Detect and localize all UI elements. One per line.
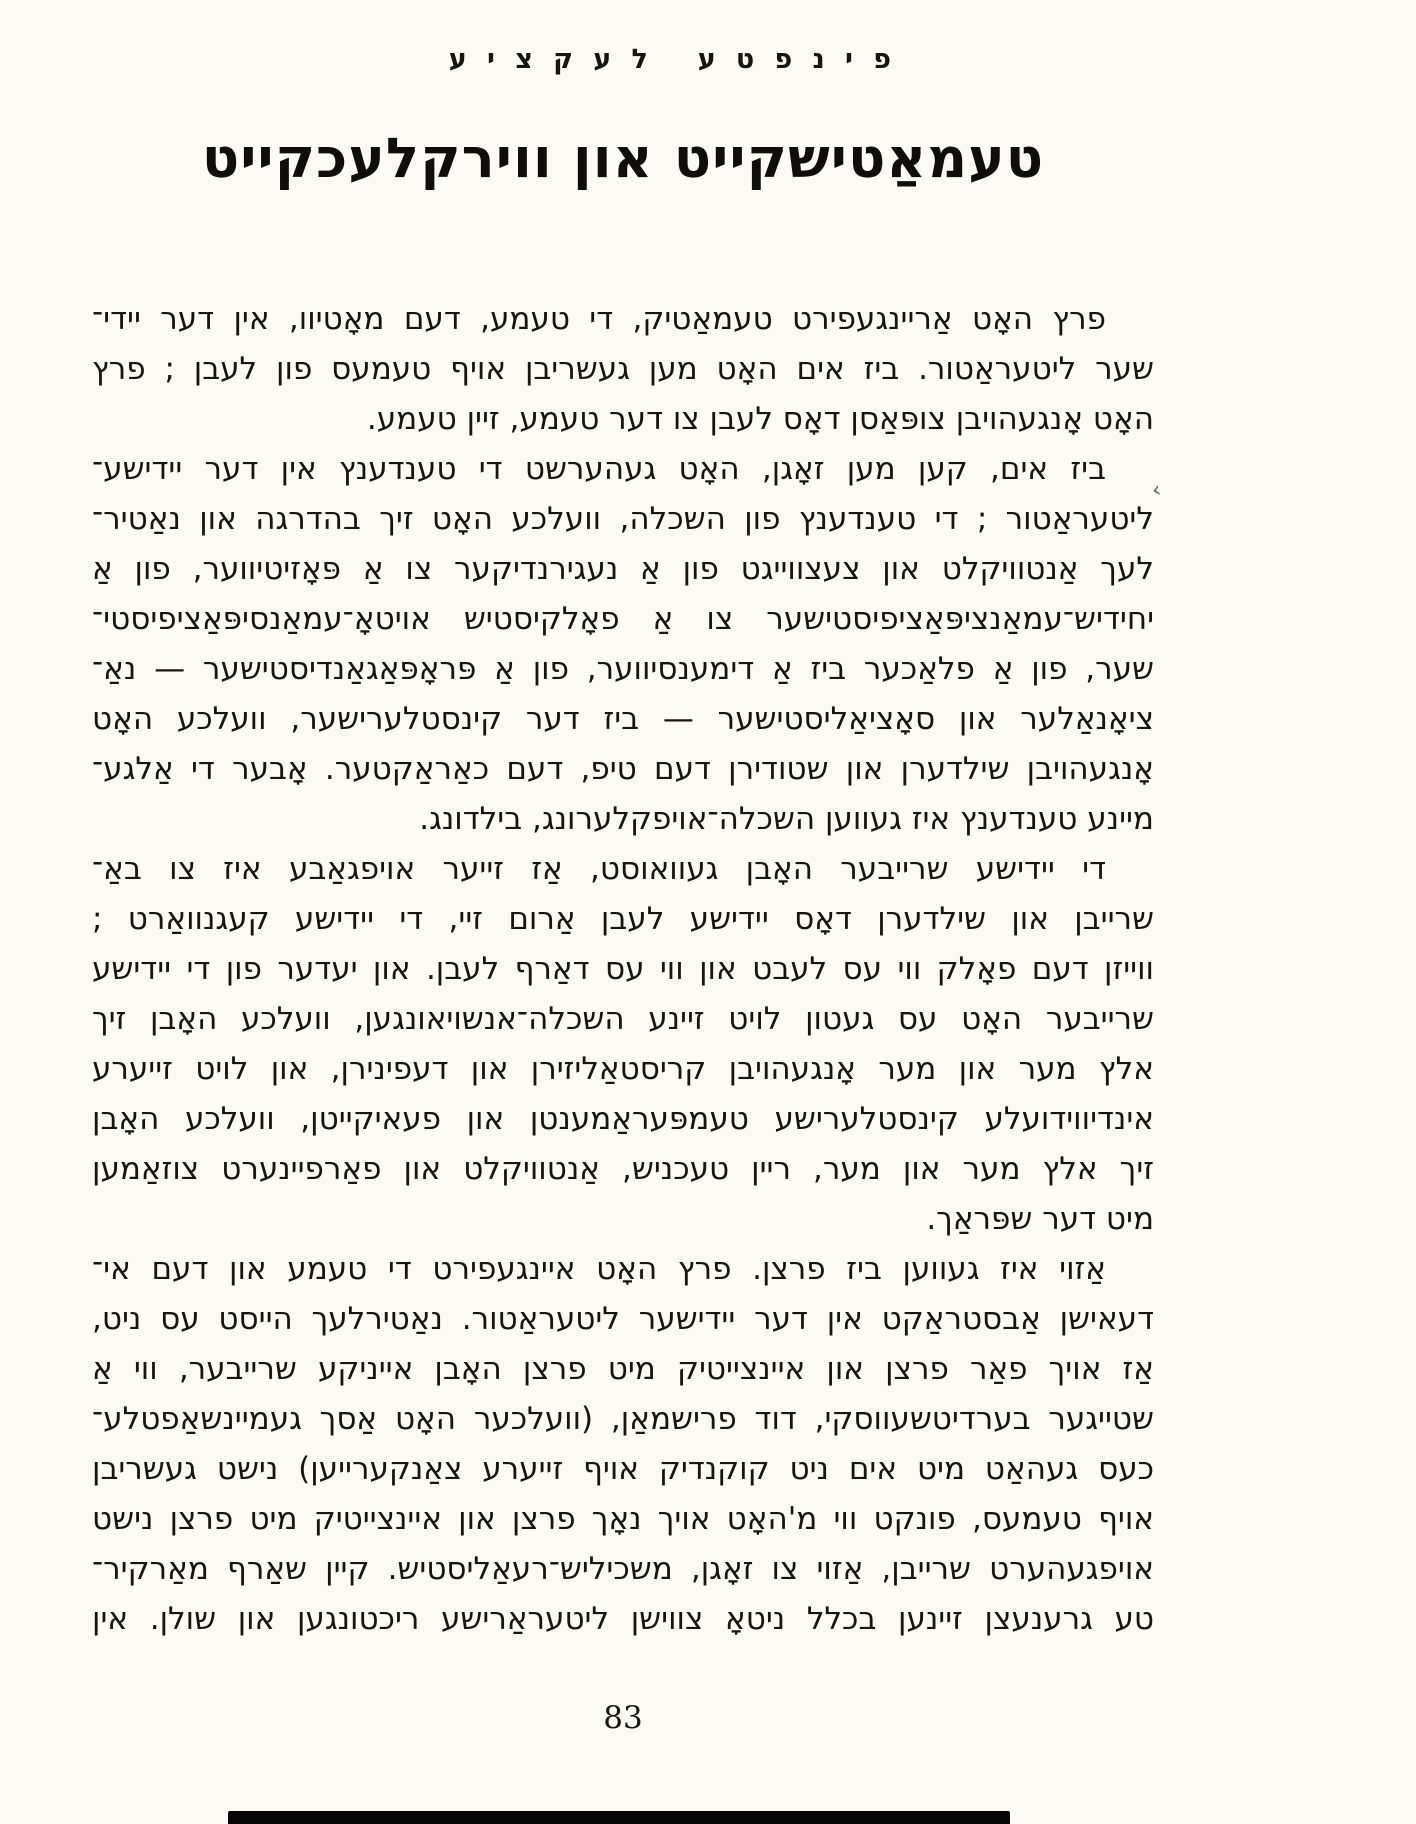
text-line: ביז אים, קען מען זאָגן, האָט געהערשט די טענדענץ אין דער יידישע־ bbox=[92, 451, 1106, 487]
text-line: שער, פון אַ פלאַכער ביז אַ דימענסיווער, פון אַ פּראָפּאַגאַנדיסטישער — נאַ־ bbox=[92, 651, 1154, 687]
page-number: 83 bbox=[603, 1700, 643, 1736]
text-line: פרץ האָט אַריינגעפירט טעמאַטיק, די טעמע, דעם מאָטיוו, אין דער יידי־ bbox=[92, 301, 1106, 337]
text-line: אַזוי איז געווען ביז פרצן. פרץ האָט איינגעפירט די טעמע און דעם אי־ bbox=[92, 1251, 1106, 1287]
text-line: ווייזן דעם פאָלק ווי עס לעבט און ווי עס דאַרף לעבן. און יעדער פון די יידישע bbox=[92, 951, 1154, 987]
text-line: זיך אלץ מער און מער, ריין טעכניש, אַנטוויקלט און פאַרפיינערט צוזאַמען bbox=[92, 1151, 1154, 1187]
text-line: מיינע טענדענץ איז געווען השכלה־אויפקלערונג, בילדונג. bbox=[419, 801, 1154, 837]
text-line: שער ליטעראַטור. ביז אים האָט מען געשריבן אויף טעמעס פון לעבן ; פרץ bbox=[92, 351, 1154, 387]
text-line: טע גרענעצן זיינען בכלל ניטאָ צווישן ליטעראַרישע ריכטונגען און שולן. אין bbox=[92, 1601, 1154, 1637]
text-line: כעס געהאַט מיט אים ניט קוקנדיק אויף זייערע צאַנקערייען) נישט געשריבן bbox=[92, 1451, 1154, 1487]
text-line: אַז אויך פאַר פרצן און איינצייטיק מיט פרצן האָבן אייניקע שרייבער, ווי אַ bbox=[92, 1351, 1154, 1387]
text-line: אלץ מער און מער אָנגעהויבן קריסטאַליזירן און דעפינירן, און לויט זייערע bbox=[92, 1051, 1154, 1087]
margin-mark: ‹ bbox=[1149, 477, 1164, 504]
text-line: אויפגעהערט שרייבן, אַזוי צו זאָגן, משכיליש־רעאַליסטיש. קיין שאַרף מאַרקיר־ bbox=[92, 1551, 1154, 1587]
text-line: אָנגעהויבן שילדערן און שטודירן דעם טיפ, דעם כאַראַקטער. אָבער די אַלגע־ bbox=[92, 751, 1154, 787]
text-line: שטייגער בערדיטשעווסקי, דוד פרישמאַן, (וועלכער האָט אַסך געמיינשאַפטלע־ bbox=[92, 1401, 1154, 1437]
lecture-number-header: פינפטע לעקציע bbox=[448, 44, 912, 75]
text-line: האָט אָנגעהויבן צופּאַסן דאָס לעבן צו דער טעמע, זיין טעמע. bbox=[366, 401, 1154, 437]
scan-artifact-bar bbox=[228, 1811, 1010, 1824]
text-line: אויף טעמעס, פונקט ווי מ'האָט אויך נאָך פרצן און איינצייטיק מיט פרצן נישט bbox=[92, 1501, 1154, 1537]
text-line: לעך אַנטוויקלט און צעצווייגט פון אַ נעגירנדיקער צו אַ פּאָזיטיווער, פון אַ bbox=[92, 551, 1154, 587]
text-line: די יידישע שרייבער האָבן געוואוסט, אַז זייער אויפגאַבע איז צו באַ־ bbox=[92, 851, 1106, 887]
text-line: שרייבן און שילדערן דאָס יידישע לעבן אַרום זיי, די יידישע קעגנוואַרט ; bbox=[92, 901, 1154, 937]
text-line: מיט דער שפּראַך. bbox=[926, 1201, 1154, 1237]
text-line: אינדיווידועלע קינסטלערישע טעמפּעראַמענטן און פעאיקייטן, וועלכע האָבן bbox=[92, 1101, 1154, 1137]
page-title: טעמאַטישקייט און ווירקלעכקייט bbox=[201, 126, 1045, 190]
text-line: דעאישן אַבסטראַקט אין דער יידישער ליטעראַטור. נאַטירלעך הייסט עס ניט, bbox=[92, 1301, 1154, 1337]
text-line: ליטעראַטור ; די טענדענץ פון השכלה, וועלכע האָט זיך בהדרגה און נאַטיר־ bbox=[92, 501, 1154, 537]
text-line: שרייבער האָט עס געטון לויט זיינע השכלה־אנשויאונגען, וועלכע האָבן זיך bbox=[92, 1001, 1154, 1037]
body-text bbox=[92, 294, 1154, 1644]
text-line: יחידיש־עמאַנציפּאַציפיסטישער צו אַ פאָלקיסטיש אויטאָ־עמאַנסיפּאַציפיסטי־ bbox=[92, 601, 1154, 637]
text-line: ציאָנאַלער און סאָציאַליסטישער — ביז דער קינסטלערישער, וועלכע האָט bbox=[92, 701, 1154, 737]
